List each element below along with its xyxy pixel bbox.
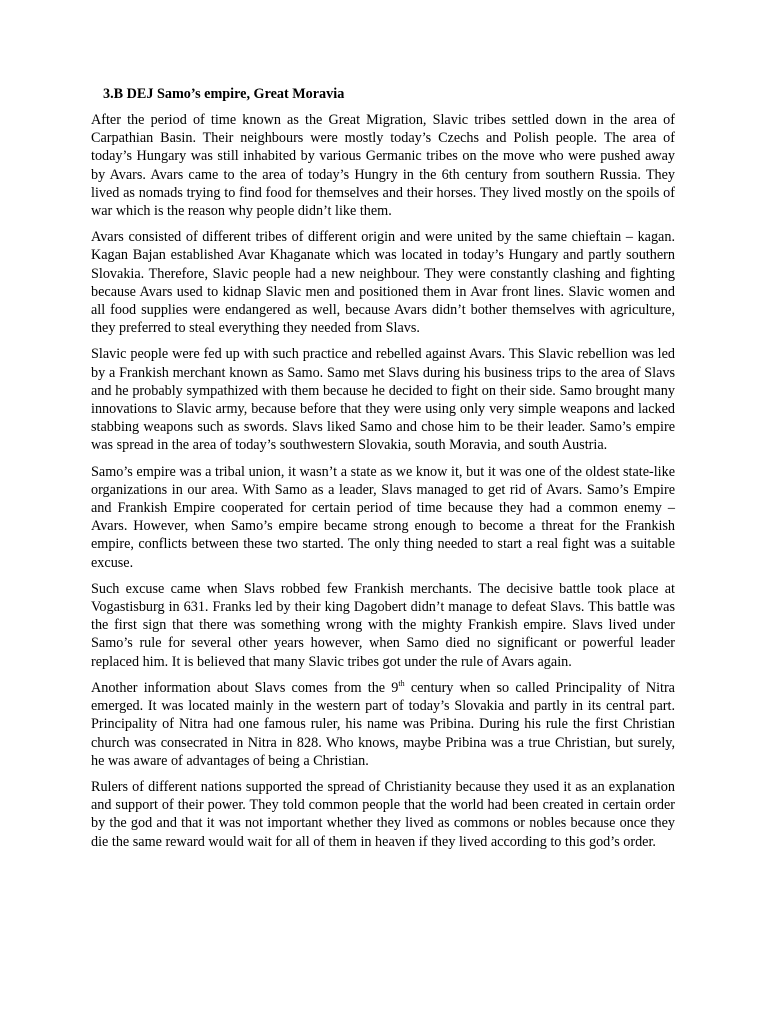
paragraph: Samo’s empire was a tribal union, it wasn’t a state as we know it, but it was one of the oldest state-like organizations in our area. With Samo as a leader, Slavs managed to get rid of Avars. Samo’s Empire and Frankish Empire cooperated for certain period of time because they had a common enemy – Avars. However, when Samo’s empire became strong enough to become a threat for the Frankish empire, conflicts between these two started. The only thing needed to start a real fight was a suitable excuse.	[91, 463, 675, 571]
paragraph: Avars consisted of different tribes of different origin and were united by the same chieftain – kagan. Kagan Bajan established Avar Khaganate which was located in today’s Hungary and partly southern Slovakia. Therefore, Slavic people had a new neighbour. They were constantly clashing and fighting because Avars used to kidnap Slavic men and positioned them in Avar front lines. Slavic women and all food supplies were endangered as well, because Avars didn’t bother themselves with agriculture, they preferred to steal everything they needed from Slavs.	[91, 229, 675, 337]
paragraph	[91, 679, 675, 770]
document-page	[91, 85, 675, 859]
section-heading: 3.B DEJ Samo’s empire, Great Moravia	[103, 86, 345, 102]
paragraph: Slavic people were fed up with such practice and rebelled against Avars. This Slavic rebellion was led by a Frankish merchant known as Samo. Samo met Slavs during his business trips to the area of Slavs and he probably sympathized with them because he decided to fight on their side. Samo brought many innovations to Slavic army, because before that they were using only very simple weapons and lacked stabbing weapons such as swords. Slavs liked Samo and chose him to be their leader. Samo’s empire was spread in the area of today’s southwestern Slovakia, south Moravia, and south Austria.	[91, 346, 675, 454]
paragraph: Rulers of different nations supported the spread of Christianity because they used it as an explanation and support of their power. They told common people that the world had been created in certain order by the god and that it was not important whether they lived as commons or nobles because once they die the same reward would wait for all of them in heaven if they lived according to this god’s order.	[91, 778, 675, 850]
paragraph-text-before-superscript: Another information about Slavs comes from the 9	[91, 679, 399, 696]
paragraph: Such excuse came when Slavs robbed few Frankish merchants. The decisive battle took place at Vogastisburg in 631. Franks led by their king Dagobert didn’t manage to defeat Slavs. This battle was the first sign that there was something wrong with the mighty Frankish empire. Slavs lived under Samo’s rule for several other years however, when Samo died no significant or powerful leader replaced him. It is believed that many Slavic tribes got under the rule of Avars again.	[91, 580, 675, 670]
paragraph-text-after-superscript: century when so called Principality of Nitra emerged. It was located mainly in the western part of today’s Slovakia and partly in its central part. Principality of Nitra had one famous ruler, his name was Pribina. During his rule the first Christian church was consecrated in Nitra in 828. Who knows, maybe Pribina was a true Christian, but surely, he was aware of advantages of being a Christian.	[91, 679, 675, 769]
ordinal-superscript: th	[398, 678, 405, 688]
paragraph: After the period of time known as the Great Migration, Slavic tribes settled down in the area of Carpathian Basin. Their neighbours were mostly today’s Czechs and Polish people. The area of today’s Hungary was still inhabited by various Germanic tribes on the move who were pushed away by Avars. Avars came to the area of today’s Hungry in the 6th century from southern Russia. They lived as nomads trying to find food for themselves and their horses. They lived mostly on the spoils of war which is the reason why people didn’t like them.	[91, 112, 675, 220]
